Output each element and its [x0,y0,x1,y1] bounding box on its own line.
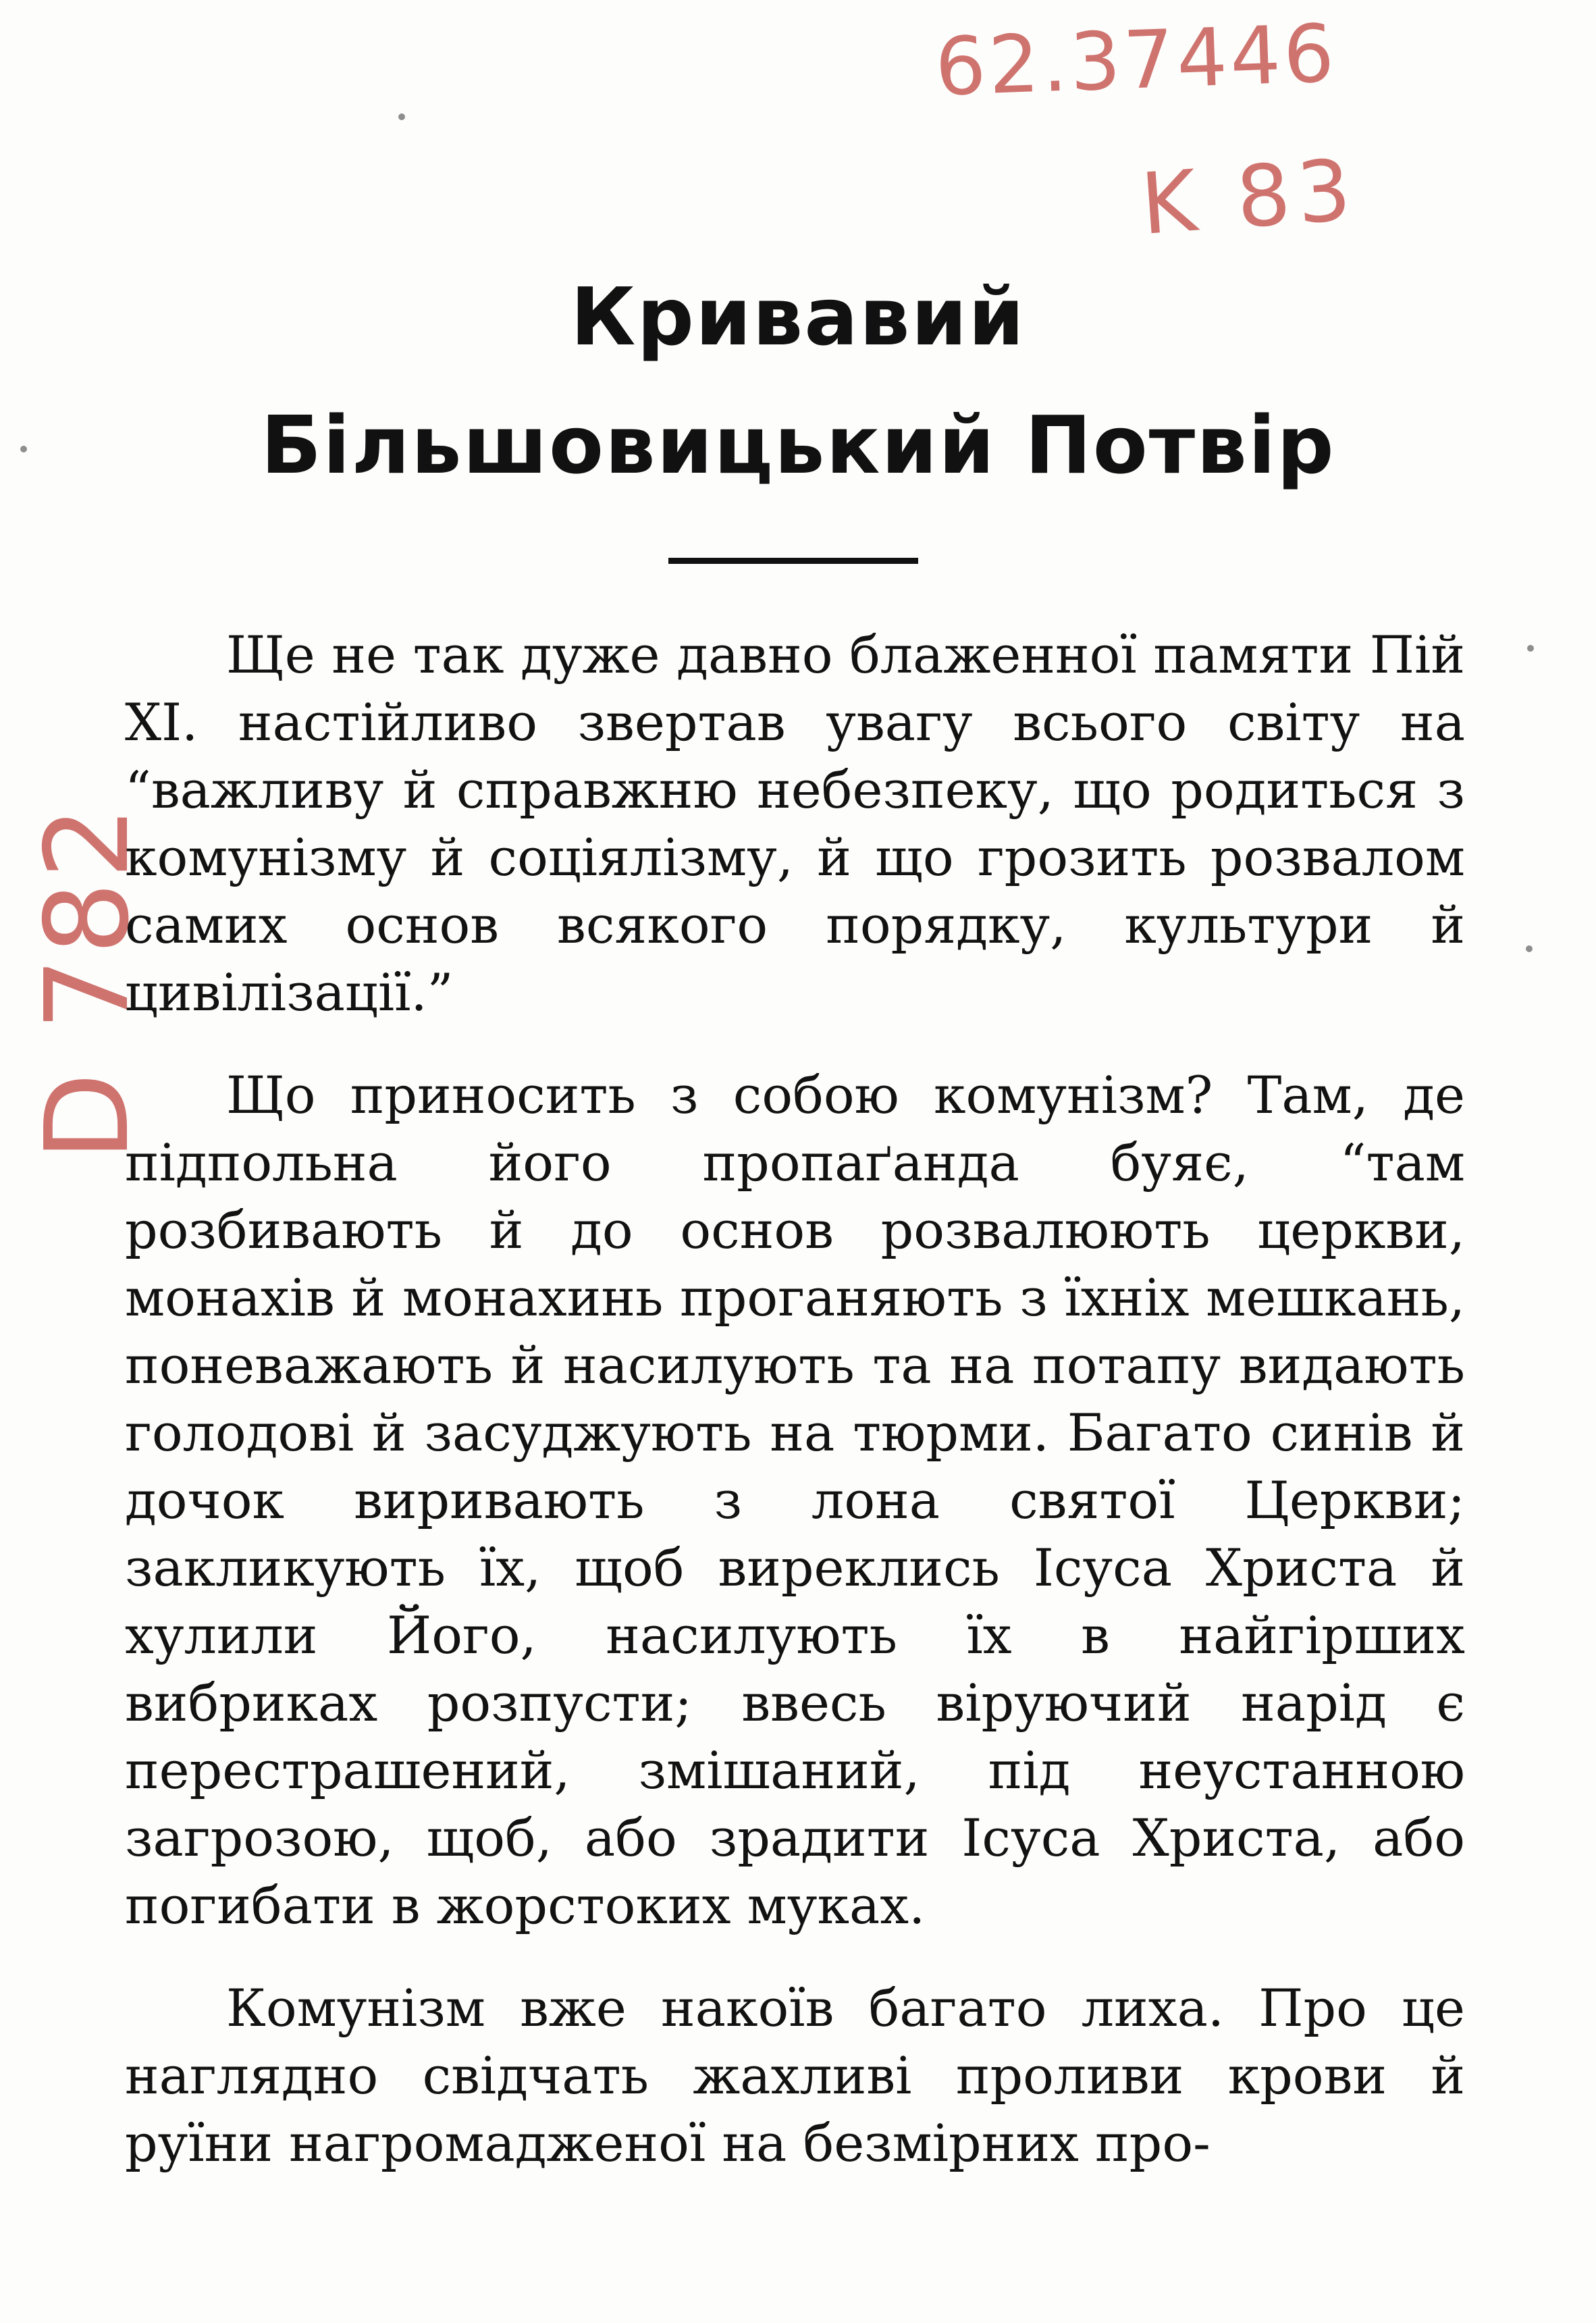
paragraph-3: Комунізм вже накоїв багато лиха. Про це наглядно свідчать жахливі проливи крови й руїни нагромадженої на безмірних про- [125,1978,1465,2173]
title-divider [668,558,918,564]
scan-speck [1527,645,1534,652]
scan-speck [1526,945,1533,952]
title-line-2: Більшовицький Потвір [261,398,1335,492]
handwritten-margin-note: D 782 [21,803,155,1161]
scan-speck [20,446,27,452]
paragraph-2: Що приносить з собою комунізм? Там, де підпольна його пропаґанда буяє, “там розбивають й до основ розвалюють церкви, монахів й монахинь проганяють з їхніх мешкань, поневажають й насилують та на потапу видають голодові й засуджують на тюрми. Багато синів й дочок виривають з лона святої Церкви; закликують їх, щоб виреклись Ісуса Христа й хулили Його, насилують їх в найгірших вибриках розпусти; ввесь віруючий нарід є перестрашений, змішаний, під неустанною загрозою, щоб, або зрадити Ісуса Христа, або погибати в жорстоких муках. [125,1065,1465,1935]
title-line-1: Кривавий [570,270,1026,363]
handwritten-catalog-number: 62.37446 [933,6,1339,114]
paragraph-1: Ще не так дуже давно блаженної памяти Пій XI. настійливо звертав увагу всього світу на “важливу й справжню небезпеку, що родиться з комунізму й соціялізму, й що грозить розвалом самих основ всякого порядку, культури й цивілізації.” [125,625,1465,1022]
body-text [125,621,1465,2212]
handwritten-shelf-mark: K 83 [1138,140,1361,255]
scan-speck [398,113,405,120]
